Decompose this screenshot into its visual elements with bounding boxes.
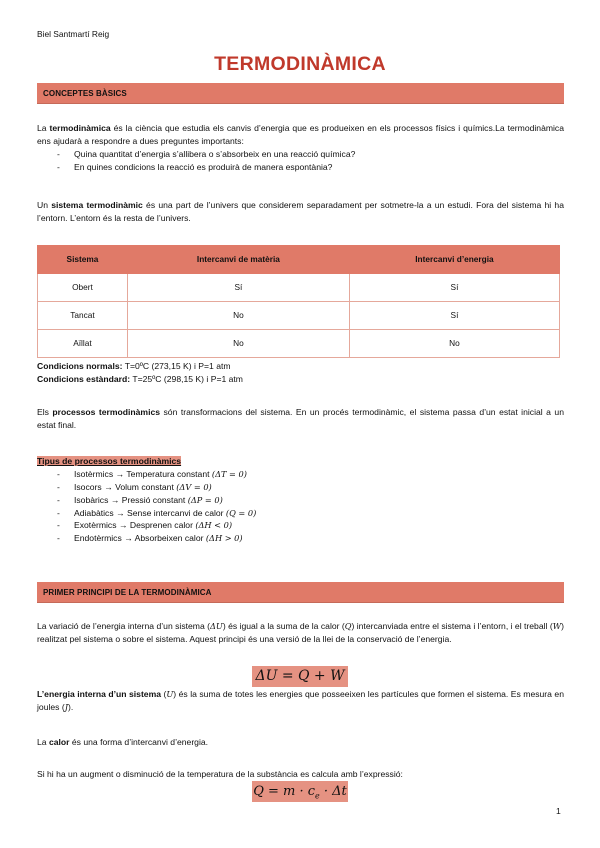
- process-types-heading: Tipus de processos termodinàmics: [37, 456, 182, 466]
- arrow-icon: →: [118, 520, 128, 531]
- list-item: - Isocors → Volum constant (ΔV = 0): [37, 481, 564, 494]
- list-item: - Endotèrmics → Absorbeixen calor (ΔH > 0): [37, 532, 564, 545]
- arrow-icon: →: [104, 481, 113, 492]
- process-types-block: [37, 455, 564, 545]
- table-cell: Sí: [127, 274, 349, 302]
- formula-heat: $Q = m \cdot c_e \cdot \Delta t$: [252, 781, 348, 802]
- table-cell: No: [349, 330, 559, 358]
- page-number: 1: [556, 806, 561, 816]
- first-principle-paragraph: La variació de l’energia interna d’un sistema (ΔU) és igual a la suma de la calor (Q) intercanviada entre el sistema i l’entorn, i el treball (W) realitzat pel sistema o sobre el sistema. Aquest principi és una versió de la llei de la conservació de l’energia.: [37, 621, 564, 644]
- table-row: [38, 302, 560, 330]
- arrow-icon: →: [116, 507, 125, 518]
- arrow-icon: →: [110, 494, 120, 505]
- process-types-list: [37, 468, 564, 545]
- list-item: - Adiabàtics → Sense intercanvi de calor (Q = 0): [37, 507, 564, 520]
- processes-paragraph: Els processos termodinàmics són transformacions del sistema. En un procés termodinàmic, el sistema passa d’un estat inicial a un estat final.: [37, 407, 564, 430]
- section-heading-basics: CONCEPTES BÀSICS: [37, 83, 564, 104]
- normal-conditions: Condicions normals: T=0ºC (273,15 K) i P=1 atm: [37, 361, 231, 371]
- arrow-icon: →: [124, 533, 133, 544]
- standard-conditions: Condicions estàndard: T=25ºC (298,15 K) i P=1 atm: [37, 373, 243, 384]
- column-header: Intercanvi d’energia: [349, 246, 559, 274]
- table-row: [38, 274, 560, 302]
- list-item: - Quina quantitat d’energia s’allibera o s’absorbeix en una reacció química?: [37, 148, 564, 161]
- system-paragraph: Un sistema termodinàmic és una part de l’univers que considerem separadament per sotmetre-la a un estudi. Fora del sistema hi ha l’entorn. L’entorn és la resta de l’univers.: [37, 200, 564, 223]
- section-heading-first-principle: PRIMER PRINCIPI DE LA TERMODINÀMICA: [37, 582, 564, 603]
- intro-paragraph: La termodinàmica és la ciència que estudia els canvis d’energia que es produeixen en els processos físics i químics.La termodinàmica ens ajudarà a respondre a dues preguntes importants: - Quina quantitat d’energia s’allibera o s’absorbeix en una reacció química? - En quines condicions la reacció es produirà de manera espontània?: [37, 122, 564, 174]
- list-item: - Isobàrics → Pressió constant (ΔP = 0): [37, 494, 564, 507]
- page-title: TERMODINÀMICA: [214, 53, 386, 75]
- table-cell: Aïllat: [38, 330, 128, 358]
- term-thermodynamics: termodinàmica: [49, 123, 111, 133]
- list-item: - Exotèrmics → Desprenen calor (ΔH < 0): [37, 519, 564, 532]
- author-name: Biel Santmartí Reig: [37, 29, 110, 39]
- conditions-block: [37, 360, 564, 386]
- table-row: [38, 330, 560, 358]
- table-cell: No: [127, 330, 349, 358]
- table-cell: Tancat: [38, 302, 128, 330]
- heat-paragraph: La calor és una forma d’intercanvi d’energia.: [37, 737, 209, 747]
- table-cell: Sí: [349, 302, 559, 330]
- list-item: - En quines condicions la reacció es produirà de manera espontània?: [37, 161, 564, 174]
- questions-list: [37, 148, 564, 174]
- formula-first-principle: ΔU = Q + W: [252, 666, 348, 687]
- table-cell: No: [127, 302, 349, 330]
- table-cell: Sí: [349, 274, 559, 302]
- systems-table: [37, 245, 560, 358]
- table-cell: Obert: [38, 274, 128, 302]
- arrow-icon: →: [115, 468, 125, 479]
- table-header-row: [38, 246, 560, 274]
- column-header: Intercanvi de matèria: [127, 246, 349, 274]
- column-header: Sistema: [38, 246, 128, 274]
- heat-expression-paragraph: Si hi ha un augment o disminució de la temperatura de la substància es calcula amb l’expressió:: [37, 769, 403, 779]
- internal-energy-paragraph: L’energia interna d’un sistema (U) és la suma de totes les energies que posseeixen les partícules que formen el sistema. Es mesura en joules (J).: [37, 689, 564, 712]
- list-item: - Isotèrmics → Temperatura constant (ΔT = 0): [37, 468, 564, 481]
